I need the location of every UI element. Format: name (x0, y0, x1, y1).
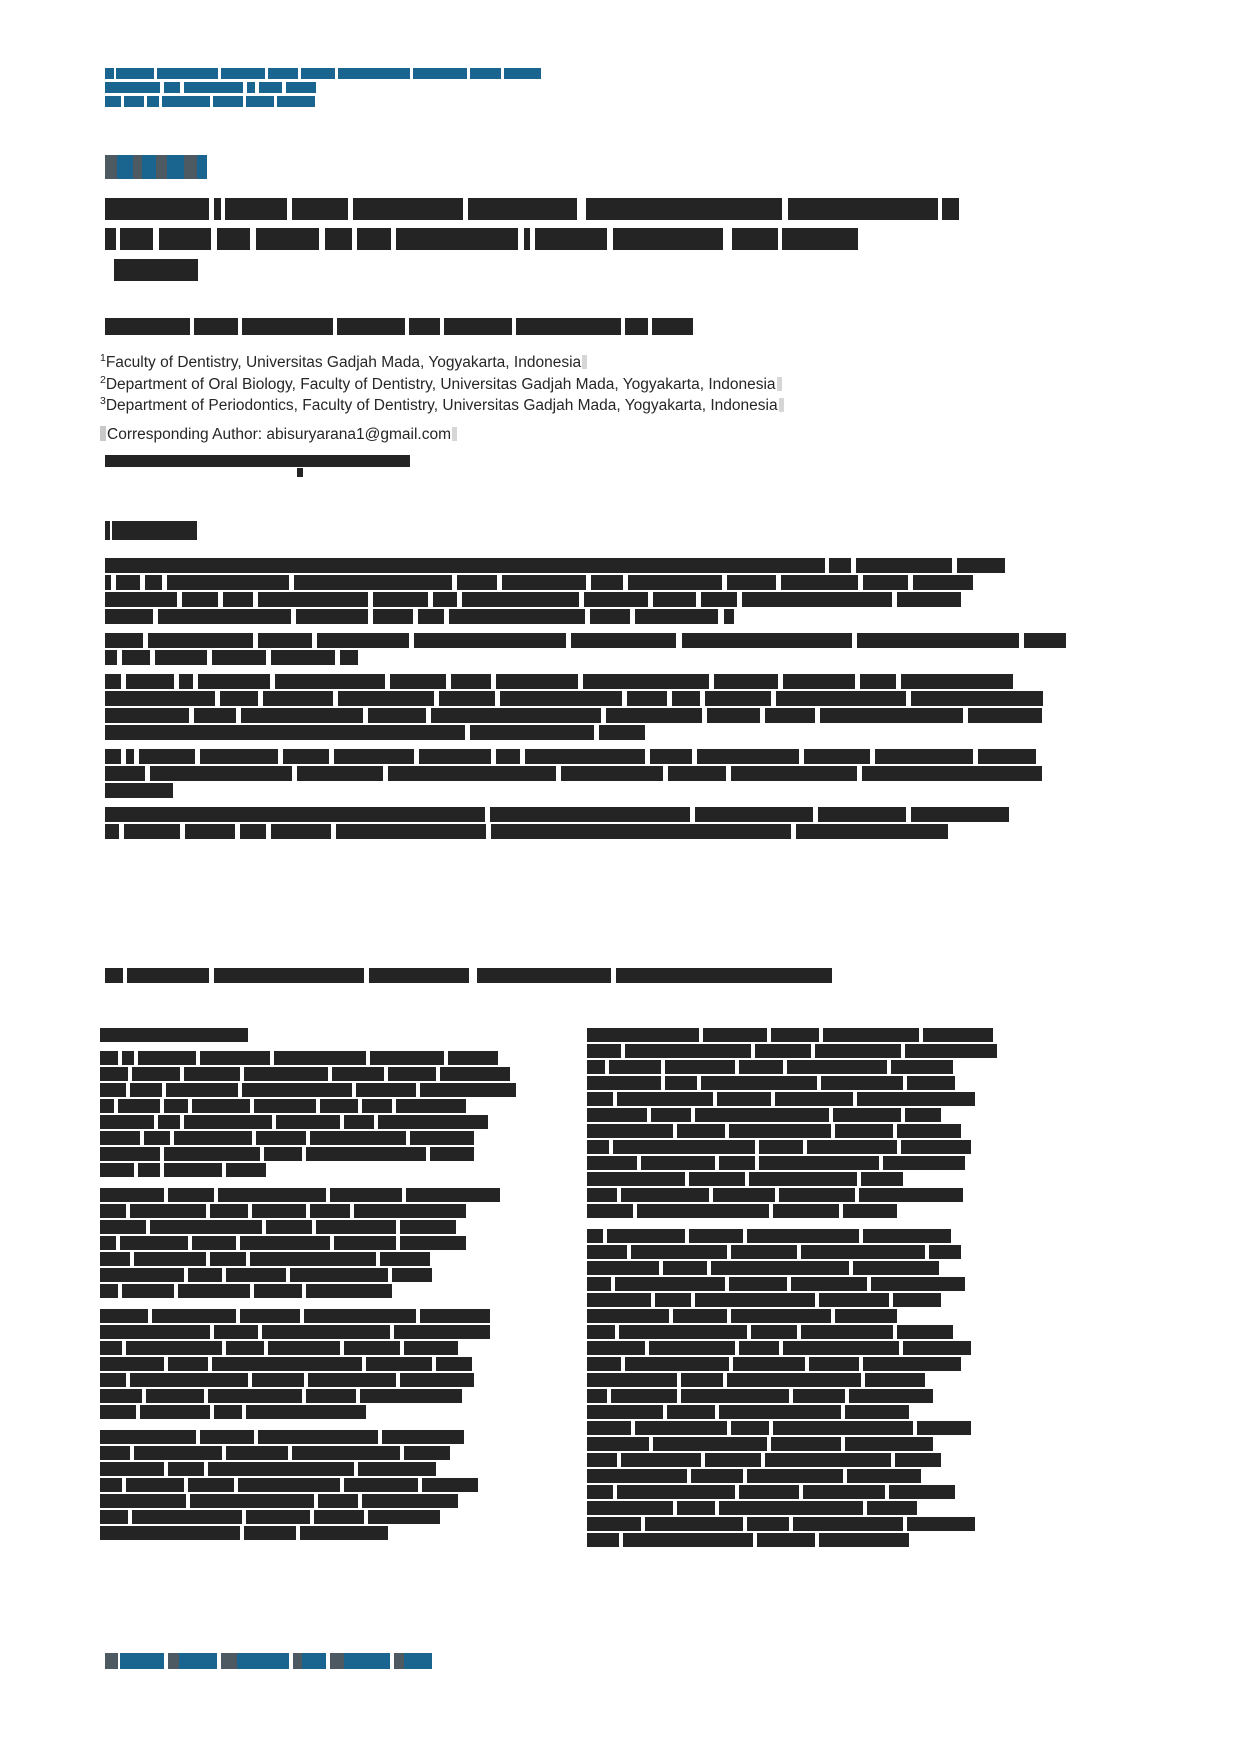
abstract-paragraph (105, 749, 1010, 798)
redaction-tick (452, 427, 457, 441)
abstract-paragraph (105, 674, 1010, 740)
body-paragraph (100, 1309, 525, 1419)
article-title-line (114, 259, 965, 281)
corresponding-author (100, 424, 457, 445)
body-column-left (100, 1028, 525, 1551)
affiliation-item (100, 374, 1000, 396)
journal-header (105, 68, 541, 110)
body-column-right (587, 1028, 1012, 1558)
body-columns (100, 1028, 1015, 1558)
affiliation-marker: 2 (100, 373, 106, 386)
affiliation-marker: 1 (100, 351, 106, 364)
abstract-body (105, 558, 1010, 848)
affiliation-text: Faculty of Dentistry, Universitas Gadjah Mada, Yogyakarta, Indonesia (105, 354, 582, 371)
abstract-paragraph (105, 558, 1010, 624)
affiliation-text: Department of Oral Biology, Faculty of Dentistry, Universitas Gadjah Mada, Yogyakarta, Indonesia (105, 375, 776, 393)
journal-volume-line (105, 82, 541, 93)
redaction-tick (777, 377, 782, 391)
redaction-tick (100, 426, 106, 441)
redaction-tick (779, 398, 784, 412)
body-paragraph (587, 1028, 1012, 1218)
affiliation-item (100, 395, 1000, 417)
article-title (105, 198, 965, 289)
affiliation-list (100, 352, 1000, 417)
research-label (105, 155, 207, 179)
body-paragraph (100, 1188, 525, 1298)
author-list (105, 318, 965, 335)
abstract-paragraph (105, 633, 1010, 665)
article-title-line (105, 228, 965, 250)
affiliation-marker: 3 (100, 394, 106, 407)
journal-doi-line (105, 96, 541, 107)
redaction-tick (582, 355, 587, 369)
affiliation-text: Department of Periodontics, Faculty of Dentistry, Universitas Gadjah Mada, Yogyakarta, Indonesia (105, 397, 778, 414)
corresponding-author-text: Corresponding Author: abisuryarana1@gmail.com (107, 426, 451, 443)
body-paragraph (587, 1229, 1012, 1547)
keywords-line (105, 968, 1010, 983)
body-paragraph (100, 1430, 525, 1540)
section-heading (100, 1028, 525, 1042)
abstract-paragraph (105, 807, 1010, 839)
article-title-line (105, 198, 965, 220)
received-accepted-line (105, 455, 410, 477)
affiliation-item (100, 352, 1000, 374)
journal-issn-line (105, 68, 541, 79)
abstract-heading (105, 521, 197, 540)
body-paragraph (100, 1051, 525, 1177)
footer-heading (105, 1653, 432, 1669)
